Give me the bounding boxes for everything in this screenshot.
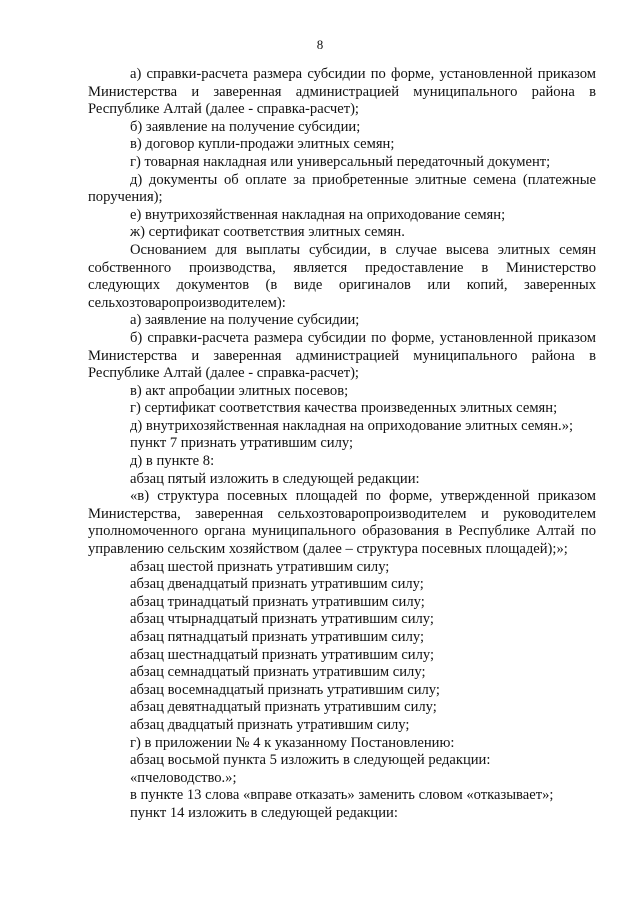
paragraph: в пункте 13 слова «вправе отказать» заменить словом «отказывает»; <box>130 787 554 804</box>
paragraph: г) сертификат соответствия качества произведенных элитных семян; <box>130 400 558 417</box>
paragraph: д) внутрихозяйственная накладная на оприходование элитных семян.»; <box>130 417 574 434</box>
paragraph: а) справки-расчета размера субсидии по форме, установленной приказом Министерства и заверенная администрацией муниципального района в Республике Алтай (далее - справка-расчет); <box>88 66 596 118</box>
paragraph: абзац двенадцатый признать утратившим силу; <box>130 576 424 593</box>
paragraph: ж) сертификат соответствия элитных семян. <box>130 224 405 241</box>
paragraph: е) внутрихозяйственная накладная на оприходование семян; <box>130 206 506 223</box>
page-number: 8 <box>316 37 324 52</box>
paragraph: пункт 14 изложить в следующей редакции: <box>130 804 398 821</box>
paragraph: г) в приложении № 4 к указанному Постановлению: <box>130 734 455 751</box>
paragraph: б) заявление на получение субсидии; <box>130 118 361 135</box>
paragraph: абзац тринадцатый признать утратившим силу; <box>130 593 425 610</box>
paragraph: абзац двадцатый признать утратившим силу; <box>130 716 410 733</box>
paragraph: д) в пункте 8: <box>130 453 215 470</box>
paragraph: Основанием для выплаты субсидии, в случае высева элитных семян собственного производства, является предоставление в Министерство следующих документов (в виде оригиналов или копий, заверенных сельхозтоваропроизводителем): <box>88 241 596 311</box>
paragraph: «в) структура посевных площадей по форме, утвержденной приказом Министерства, заверенная сельхозтоваропроизводителем и руководителем уполномоченного органа муниципального образования в Республике Алтай по управлению сельским хозяйством (далее – структура посевных площадей);»; <box>88 488 596 558</box>
paragraph: д) документы об оплате за приобретенные элитные семена (платежные поручения); <box>88 171 596 206</box>
paragraph: в) акт апробации элитных посевов; <box>130 382 349 399</box>
paragraph: б) справки-расчета размера субсидии по форме, установленной приказом Министерства и заверенная администрацией муниципального района в Республике Алтай (далее - справка-расчет); <box>88 329 596 382</box>
paragraph: абзац пятнадцатый признать утратившим силу; <box>130 629 425 645</box>
paragraph: абзац шестой признать утратившим силу; <box>130 558 390 575</box>
paragraph: абзац девятнадцатый признать утратившим силу; <box>130 699 437 716</box>
paragraph: абзац восемнадцатый признать утратившим силу; <box>130 681 440 698</box>
paragraph: г) товарная накладная или универсальный передаточный документ; <box>130 153 551 170</box>
paragraph: пункт 7 признать утратившим силу; <box>130 435 354 452</box>
paragraph: абзац семнадцатый признать утратившим силу; <box>130 664 426 681</box>
document-body <box>88 66 596 823</box>
paragraph: абзац чтырнадцатый признать утратившим силу; <box>130 611 434 628</box>
paragraph: в) договор купли-продажи элитных семян; <box>130 136 395 153</box>
paragraph: абзац шестнадцатый признать утратившим силу; <box>130 646 435 663</box>
paragraph: а) заявление на получение субсидии; <box>130 312 360 329</box>
paragraph: «пчеловодство.»; <box>130 769 237 786</box>
paragraph: абзац пятый изложить в следующей редакции: <box>130 470 420 487</box>
paragraph: абзац восьмой пункта 5 изложить в следующей редакции: <box>130 752 491 769</box>
